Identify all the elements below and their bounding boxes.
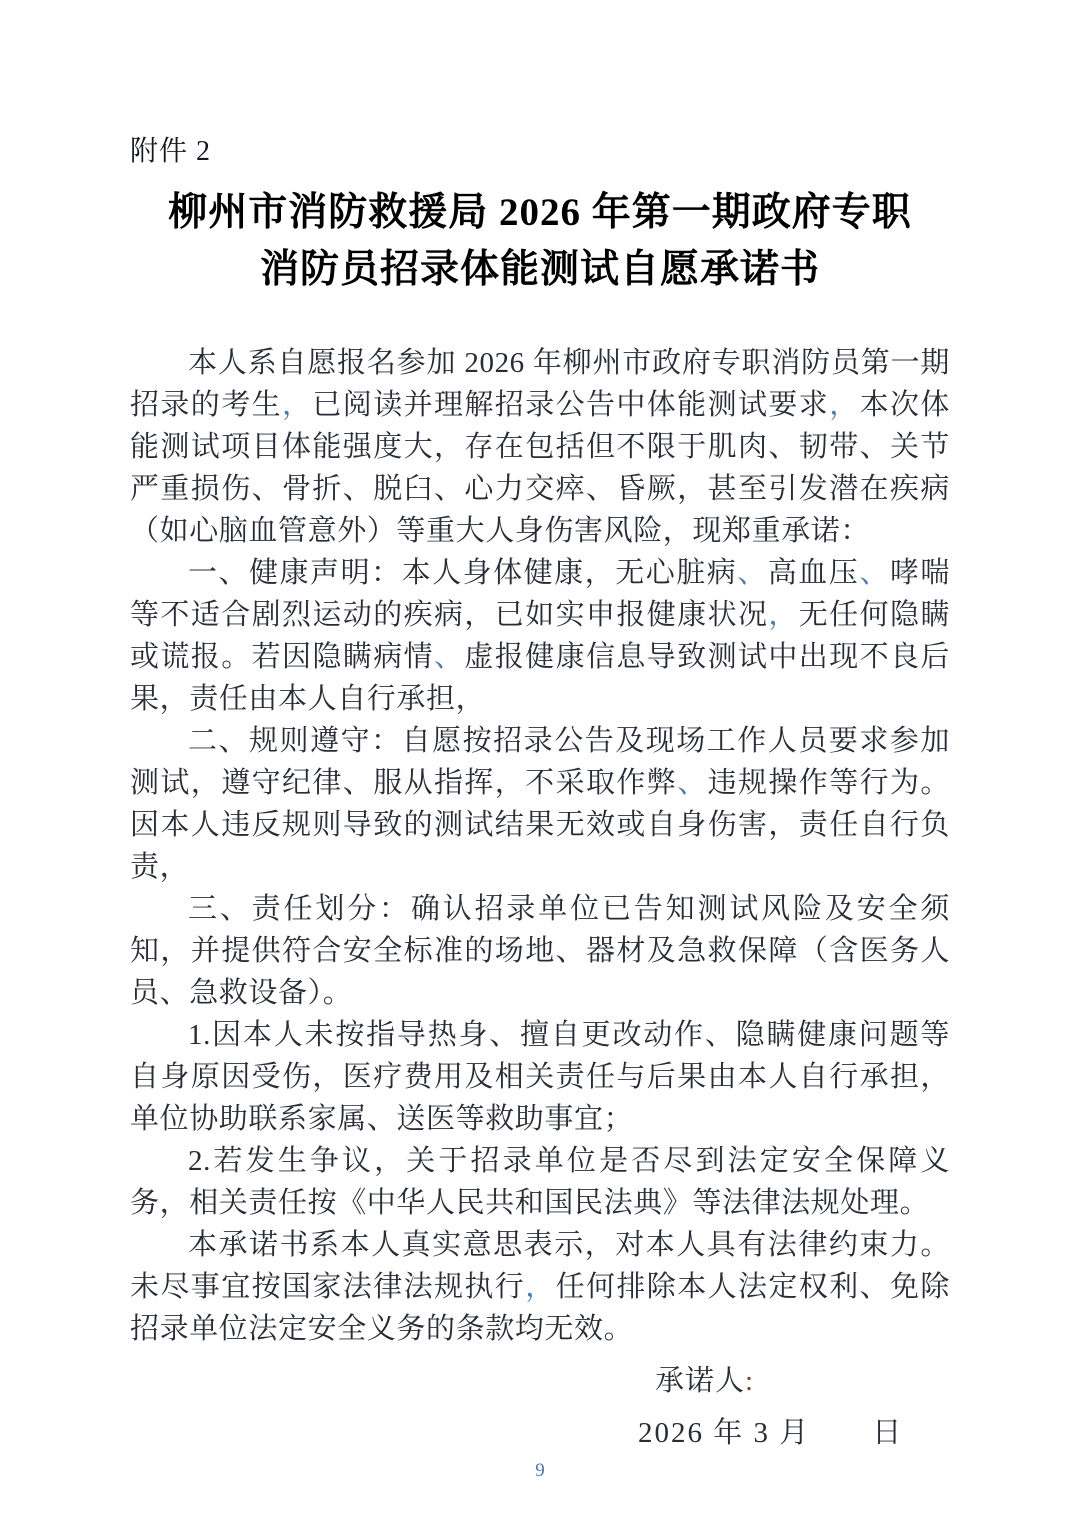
document-title-line1: 柳州市消防救援局 2026 年第一期政府专职 — [168, 191, 912, 234]
text-segment: ， — [525, 1271, 556, 1303]
text-segment: 本次体能测试项目体能强度大，存在包括但不限于肌肉、韧带、关节严重损伤、骨折、脱臼、心力交瘁、昏厥，甚至引发潜在疾病（如心脑血管意外）等重大人身伤害风险，现郑重承诺： — [130, 389, 950, 547]
attachment-label: 附件 2 — [130, 136, 212, 167]
text-segment: ， — [282, 389, 313, 421]
text-segment: 、 — [859, 557, 890, 589]
document-title — [130, 184, 950, 298]
text-segment: 本承诺书系本人真实意思表示，对本人具有法律约束力。未尽事宜按国家法律法规执行 — [130, 1229, 950, 1303]
text-segment: 已阅读并理解招录公告中体能测试要求 — [312, 389, 830, 421]
paragraph-legal-effect — [130, 1224, 950, 1350]
date-line: 2026 年 3 月 日 — [638, 1417, 904, 1449]
text-segment: 、 — [434, 641, 465, 673]
text-segment: 无任何隐瞒或谎报。若因隐瞒病情 — [130, 599, 950, 673]
paragraph-self-injury-clause — [130, 1014, 950, 1140]
text-segment: 高血压 — [767, 557, 860, 589]
text-segment: 本人系自愿报名参加 2026 年柳州市政府专职消防员第一期招录的考生 — [130, 347, 950, 421]
text-segment: 承诺人 — [655, 1365, 746, 1397]
paragraph-responsibility-division — [130, 888, 950, 1014]
text-segment: 违规操作等行为。因本人违反规则导致的测试结果无效或自身伤害，责任自行负责， — [130, 767, 950, 883]
text-segment: ， — [768, 599, 799, 631]
text-segment: 虚报健康信息导致测试中出现不良后果，责任由本人自行承担， — [130, 641, 950, 715]
text-segment: 2.若发生争议，关于招录单位是否尽到法定安全保障义务，相关责任按《中华人民共和国民法典》等法律法规处理。 — [130, 1145, 950, 1219]
page-number: 9 — [535, 1460, 545, 1481]
paragraph-dispute-clause — [130, 1140, 950, 1224]
signature-line — [130, 1358, 950, 1404]
text-segment: 二、规则遵守：自愿按招录公告及现场工作人员要求参加测试，遵守纪律、服从指挥，不采取作弊 — [130, 725, 950, 799]
text-segment: 、 — [737, 557, 768, 589]
document-title-line2: 消防员招录体能测试自愿承诺书 — [259, 248, 820, 291]
text-segment: 、 — [677, 767, 708, 799]
text-segment: 1.因本人未按指导热身、擅自更改动作、隐瞒健康问题等自身原因受伤，医疗费用及相关责任与后果由本人自行承担，单位协助联系家属、送医等救助事宜； — [130, 1019, 950, 1135]
text-segment: 三、责任划分：确认招录单位已告知测试风险及安全须知，并提供符合安全标准的场地、器材及急救保障（含医务人员、急救设备）。 — [130, 893, 950, 1009]
paragraph-health-declaration — [130, 552, 950, 720]
paragraph-intro — [130, 342, 950, 552]
text-segment: 一、健康声明：本人身体健康，无心脏病 — [188, 557, 738, 589]
text-segment: 任何排除本人法定权利、免除招录单位法定安全义务的条款均无效。 — [130, 1271, 950, 1345]
text-segment: ， — [829, 389, 860, 421]
paragraph-rule-compliance — [130, 720, 950, 888]
text-segment: 哮喘等不适合剧烈运动的疾病，已如实申报健康状况 — [130, 557, 950, 631]
text-segment: : — [745, 1365, 755, 1397]
document-body — [130, 342, 950, 1350]
